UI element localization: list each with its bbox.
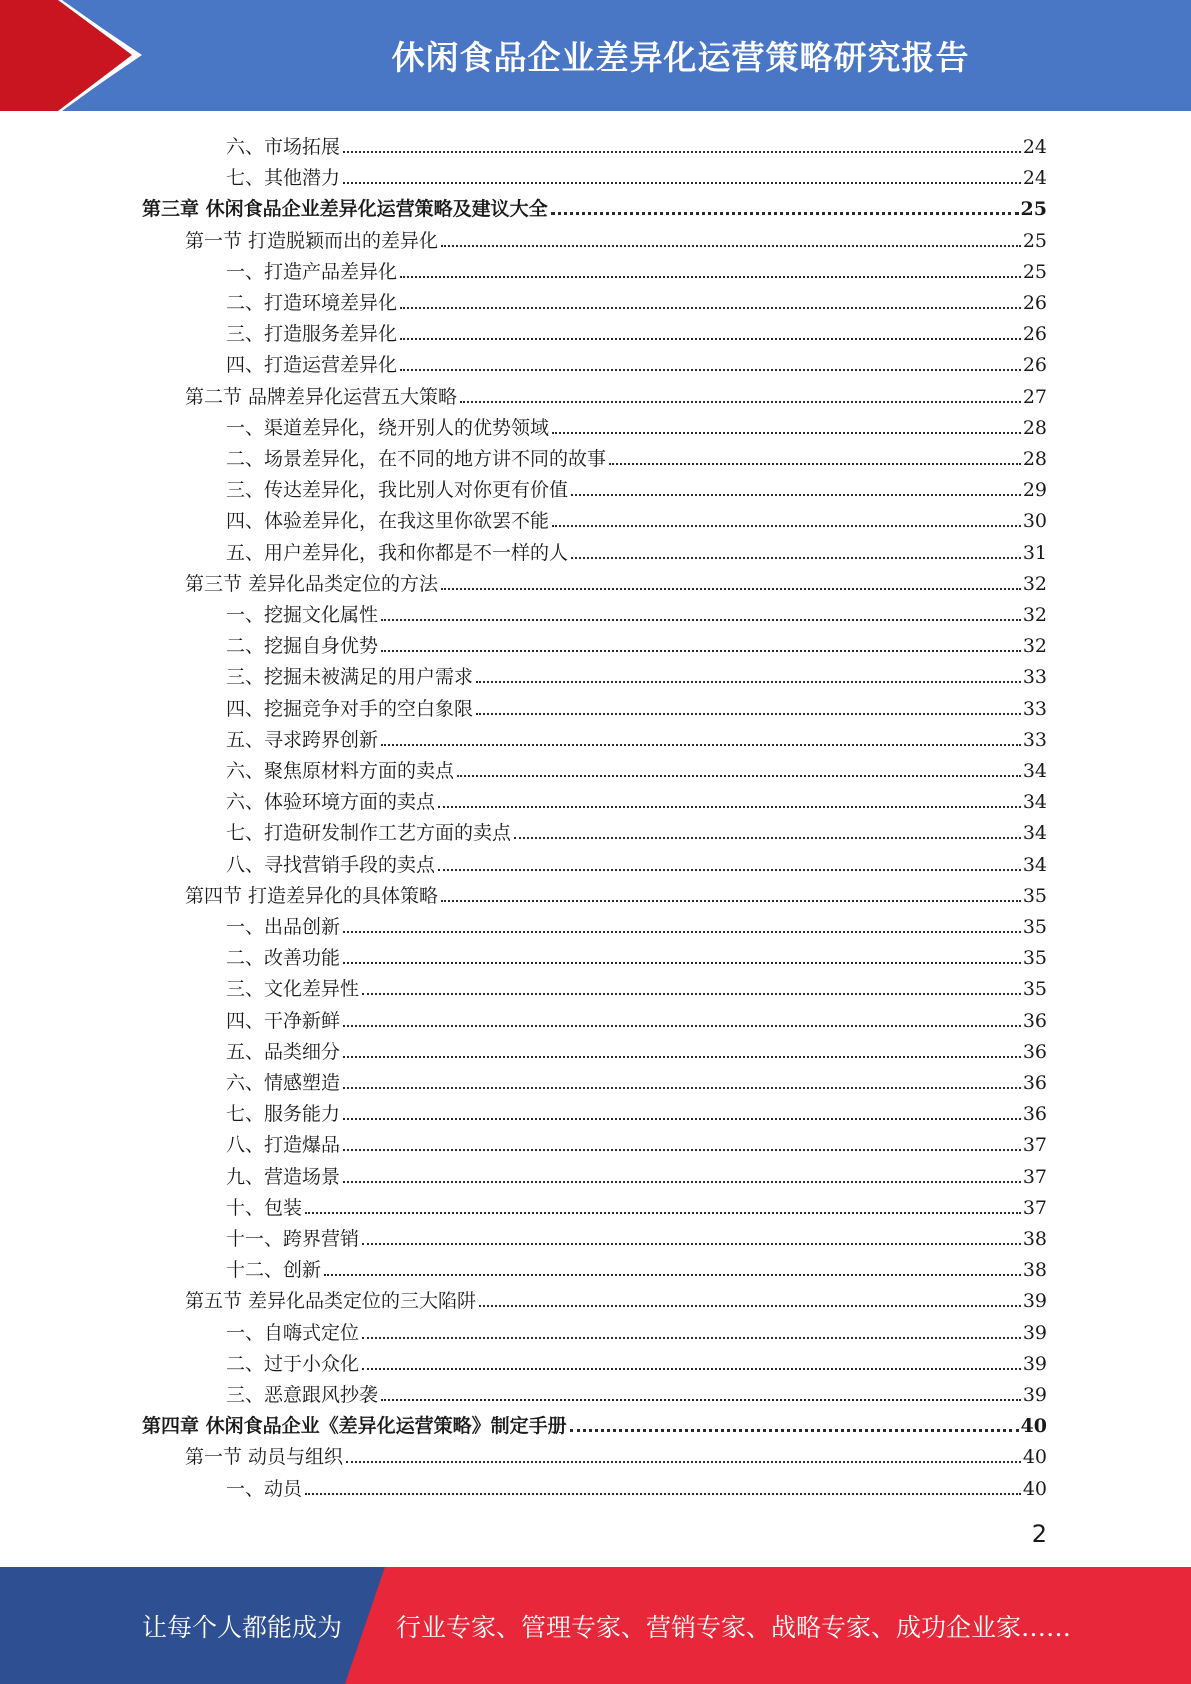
report-title: 休闲食品企业差异化运营策略研究报告 — [391, 38, 970, 77]
toc-entry-label: 第五节 差异化品类定位的三大陷阱 — [185, 1290, 477, 1313]
toc-subsection-entry[interactable] — [226, 908, 1047, 939]
toc-entry-label: 四、打造运营差异化 — [226, 354, 398, 377]
toc-entry-page: 25 — [1022, 229, 1047, 252]
toc-entry-page: 40 — [1022, 1446, 1047, 1469]
toc-entry-label: 七、打造研发制作工艺方面的卖点 — [226, 822, 512, 845]
toc-dot-leader — [460, 401, 1021, 403]
toc-entry-page: 37 — [1022, 1165, 1047, 1188]
toc-chapter-entry[interactable] — [142, 1407, 1047, 1438]
toc-dot-leader — [400, 338, 1021, 340]
toc-entry-label: 二、打造环境差异化 — [226, 292, 398, 314]
toc-entry-label: 四、体验差异化，在我这里你欲罢不能 — [226, 510, 550, 533]
toc-entry-label: 第三节 差异化品类定位的方法 — [185, 572, 439, 595]
toc-entry-page: 30 — [1022, 510, 1047, 533]
toc-entry-label: 十、包装 — [226, 1196, 303, 1219]
toc-entry-page: 26 — [1022, 292, 1047, 314]
toc-dot-leader — [381, 1399, 1021, 1401]
toc-entry-label: 第二节 品牌差异化运营五大策略 — [185, 385, 458, 408]
toc-entry-label: 第四章 休闲食品企业《差异化运营策略》制定手册 — [142, 1415, 567, 1438]
toc-dot-leader — [476, 681, 1021, 683]
toc-subsection-entry[interactable] — [226, 1345, 1047, 1376]
toc-dot-leader — [551, 212, 1019, 215]
toc-subsection-entry[interactable] — [226, 1095, 1047, 1126]
toc-entry-page: 25 — [1022, 260, 1047, 283]
toc-entry-page: 39 — [1022, 1384, 1047, 1406]
toc-dot-leader — [457, 775, 1021, 777]
toc-entry-label: 九、营造场景 — [226, 1165, 341, 1188]
toc-subsection-entry[interactable] — [226, 690, 1047, 721]
toc-subsection-entry[interactable] — [226, 534, 1047, 565]
toc-subsection-entry[interactable] — [226, 502, 1047, 533]
toc-entry-page: 32 — [1022, 604, 1047, 626]
toc-entry-page: 36 — [1022, 1009, 1047, 1032]
toc-subsection-entry[interactable] — [226, 253, 1047, 284]
toc-entry-label: 三、传达差异化，我比别人对你更有价值 — [226, 479, 569, 502]
toc-entry-label: 五、品类细分 — [226, 1040, 341, 1063]
toc-entry-page: 27 — [1022, 385, 1047, 408]
toc-dot-leader — [514, 837, 1021, 839]
toc-section-entry[interactable] — [185, 877, 1047, 908]
toc-entry-page: 37 — [1022, 1134, 1047, 1157]
toc-entry-label: 一、自嗨式定位 — [226, 1321, 360, 1344]
toc-entry-page: 35 — [1022, 884, 1047, 907]
toc-entry-page: 28 — [1022, 448, 1047, 470]
toc-dot-leader — [305, 1212, 1021, 1214]
toc-dot-leader — [343, 182, 1021, 184]
toc-entry-page: 35 — [1022, 947, 1047, 970]
toc-entry-label: 十二、创新 — [226, 1259, 322, 1282]
toc-entry-page: 36 — [1022, 1072, 1047, 1094]
toc-subsection-entry[interactable] — [226, 814, 1047, 845]
toc-entry-label: 七、其他潜力 — [226, 167, 341, 190]
toc-entry-page: 34 — [1022, 853, 1047, 876]
toc-entry-label: 四、挖掘竞争对手的空白象限 — [226, 697, 474, 720]
toc-entry-page: 25 — [1020, 198, 1047, 221]
footer-slogan-left: 让每个人都能成为 — [142, 1612, 343, 1642]
toc-subsection-entry[interactable] — [226, 1002, 1047, 1033]
toc-entry-label: 一、动员 — [226, 1477, 303, 1500]
toc-section-entry[interactable] — [185, 1438, 1047, 1469]
toc-subsection-entry[interactable] — [226, 1064, 1047, 1095]
toc-entry-label: 六、聚焦原材料方面的卖点 — [226, 760, 455, 782]
toc-dot-leader — [438, 869, 1021, 871]
toc-dot-leader — [324, 1274, 1021, 1276]
toc-entry-page: 36 — [1022, 1103, 1047, 1126]
toc-subsection-entry[interactable] — [226, 783, 1047, 814]
toc-entry-label: 八、寻找营销手段的卖点 — [226, 853, 436, 876]
toc-entry-label: 三、打造服务差异化 — [226, 323, 398, 346]
toc-dot-leader — [438, 806, 1021, 808]
toc-section-entry[interactable] — [185, 565, 1047, 596]
toc-subsection-entry[interactable] — [226, 1314, 1047, 1345]
toc-entry-page: 33 — [1022, 666, 1047, 689]
toc-subsection-entry[interactable] — [226, 721, 1047, 752]
toc-entry-page: 39 — [1022, 1290, 1047, 1313]
toc-entry-page: 38 — [1022, 1259, 1047, 1282]
toc-dot-leader — [346, 1461, 1021, 1463]
toc-subsection-entry[interactable] — [226, 970, 1047, 1001]
toc-entry-page: 38 — [1022, 1228, 1047, 1250]
toc-entry-page: 40 — [1020, 1415, 1047, 1438]
toc-entry-page: 34 — [1022, 760, 1047, 782]
toc-subsection-entry[interactable] — [226, 315, 1047, 346]
toc-dot-leader — [476, 713, 1021, 715]
toc-entry-page: 34 — [1022, 822, 1047, 845]
toc-entry-page: 32 — [1022, 572, 1047, 595]
toc-entry-page: 28 — [1022, 416, 1047, 439]
toc-dot-leader — [343, 1118, 1021, 1120]
toc-entry-label: 三、恶意跟风抄袭 — [226, 1384, 379, 1406]
toc-subsection-entry[interactable] — [226, 1470, 1047, 1501]
toc-dot-leader — [343, 151, 1021, 153]
toc-subsection-entry[interactable] — [226, 1126, 1047, 1157]
toc-dot-leader — [400, 369, 1021, 371]
toc-dot-leader — [381, 619, 1021, 621]
page-footer — [0, 1567, 1191, 1684]
toc-entry-label: 二、改善功能 — [226, 947, 341, 970]
toc-dot-leader — [362, 1368, 1021, 1370]
toc-entry-page: 26 — [1022, 323, 1047, 346]
toc-subsection-entry[interactable] — [226, 159, 1047, 190]
toc-subsection-entry[interactable] — [226, 1189, 1047, 1220]
toc-dot-leader — [552, 432, 1021, 434]
toc-subsection-entry[interactable] — [226, 939, 1047, 970]
toc-entry-label: 一、出品创新 — [226, 916, 341, 938]
toc-entry-label: 四、干净新鲜 — [226, 1009, 341, 1032]
toc-dot-leader — [362, 1337, 1021, 1339]
toc-dot-leader — [305, 1493, 1021, 1495]
toc-subsection-entry[interactable] — [226, 627, 1047, 658]
toc-subsection-entry[interactable] — [226, 1158, 1047, 1189]
toc-entry-label: 三、文化差异性 — [226, 978, 360, 1001]
footer-slogan-right: 行业专家、管理专家、营销专家、战略专家、成功企业家…… — [396, 1612, 1072, 1642]
toc-entry-page: 32 — [1022, 635, 1047, 658]
toc-dot-leader — [571, 494, 1021, 496]
toc-dot-leader — [381, 744, 1021, 746]
toc-entry-label: 十一、跨界营销 — [226, 1228, 360, 1250]
toc-dot-leader — [400, 307, 1021, 309]
toc-subsection-entry[interactable] — [226, 128, 1047, 159]
toc-dot-leader — [381, 650, 1021, 652]
toc-dot-leader — [343, 1025, 1021, 1027]
toc-entry-label: 一、打造产品差异化 — [226, 260, 398, 283]
toc-entry-page: 37 — [1022, 1196, 1047, 1219]
toc-section-entry[interactable] — [185, 1282, 1047, 1313]
toc-dot-leader — [570, 1429, 1019, 1432]
toc-entry-label: 一、挖掘文化属性 — [226, 604, 379, 626]
toc-entry-label: 第一节 动员与组织 — [185, 1446, 344, 1469]
page-number: 2 — [1031, 1520, 1047, 1548]
toc-subsection-entry[interactable] — [226, 346, 1047, 377]
toc-section-entry[interactable] — [185, 378, 1047, 409]
toc-entry-label: 七、服务能力 — [226, 1103, 341, 1126]
toc-dot-leader — [441, 900, 1021, 902]
toc-entry-label: 六、情感塑造 — [226, 1072, 341, 1094]
toc-entry-page: 33 — [1022, 697, 1047, 720]
toc-entry-label: 五、寻求跨界创新 — [226, 728, 379, 751]
toc-subsection-entry[interactable] — [226, 658, 1047, 689]
toc-entry-page: 33 — [1022, 728, 1047, 751]
toc-entry-page: 39 — [1022, 1352, 1047, 1375]
toc-dot-leader — [571, 557, 1021, 559]
toc-dot-leader — [552, 525, 1021, 527]
toc-dot-leader — [441, 588, 1021, 590]
toc-subsection-entry[interactable] — [226, 1033, 1047, 1064]
toc-dot-leader — [609, 463, 1021, 465]
toc-subsection-entry[interactable] — [226, 1251, 1047, 1282]
toc-entry-label: 三、挖掘未被满足的用户需求 — [226, 666, 474, 689]
toc-subsection-entry[interactable] — [226, 1220, 1047, 1251]
toc-dot-leader — [362, 1243, 1021, 1245]
toc-subsection-entry[interactable] — [226, 1376, 1047, 1407]
toc-subsection-entry[interactable] — [226, 846, 1047, 877]
toc-entry-label: 六、体验环境方面的卖点 — [226, 791, 436, 814]
toc-entry-page: 40 — [1022, 1477, 1047, 1500]
toc-dot-leader — [343, 1149, 1021, 1151]
toc-dot-leader — [441, 245, 1021, 247]
page-header — [0, 0, 1191, 111]
toc-entry-label: 第一节 打造脱颖而出的差异化 — [185, 229, 439, 252]
toc-entry-page: 36 — [1022, 1040, 1047, 1063]
toc-entry-label: 六、市场拓展 — [226, 136, 341, 158]
toc-chapter-entry[interactable] — [142, 190, 1047, 221]
toc-entry-label: 五、用户差异化，我和你都是不一样的人 — [226, 541, 569, 564]
toc-entry-label: 二、场景差异化，在不同的地方讲不同的故事 — [226, 448, 607, 470]
toc-dot-leader — [343, 962, 1021, 964]
toc-subsection-entry[interactable] — [226, 409, 1047, 440]
toc-dot-leader — [343, 1056, 1021, 1058]
toc-entry-page: 34 — [1022, 791, 1047, 814]
toc-dot-leader — [343, 1087, 1021, 1089]
toc-entry-page: 26 — [1022, 354, 1047, 377]
toc-dot-leader — [400, 276, 1021, 278]
toc-entry-page: 31 — [1022, 541, 1047, 564]
toc-entry-page: 35 — [1022, 978, 1047, 1001]
toc-section-entry[interactable] — [185, 222, 1047, 253]
toc-entry-page: 39 — [1022, 1321, 1047, 1344]
toc-dot-leader — [343, 1181, 1021, 1183]
toc-dot-leader — [362, 993, 1021, 995]
toc-entry-page: 24 — [1022, 136, 1047, 158]
toc-entry-label: 第四节 打造差异化的具体策略 — [185, 884, 439, 907]
toc-entry-page: 29 — [1022, 479, 1047, 502]
toc-subsection-entry[interactable] — [226, 471, 1047, 502]
toc-entry-label: 二、过于小众化 — [226, 1352, 360, 1375]
toc-subsection-entry[interactable] — [226, 440, 1047, 471]
toc-subsection-entry[interactable] — [226, 284, 1047, 315]
toc-entry-label: 八、打造爆品 — [226, 1134, 341, 1157]
toc-entry-label: 二、挖掘自身优势 — [226, 635, 379, 658]
toc-subsection-entry[interactable] — [226, 596, 1047, 627]
toc-entry-page: 35 — [1022, 916, 1047, 938]
toc-subsection-entry[interactable] — [226, 752, 1047, 783]
toc-entry-label: 第三章 休闲食品企业差异化运营策略及建议大全 — [142, 198, 548, 221]
toc-entry-page: 24 — [1022, 167, 1047, 190]
toc-dot-leader — [479, 1305, 1021, 1307]
toc-entry-label: 一、渠道差异化，绕开别人的优势领域 — [226, 416, 550, 439]
toc-dot-leader — [343, 931, 1021, 933]
